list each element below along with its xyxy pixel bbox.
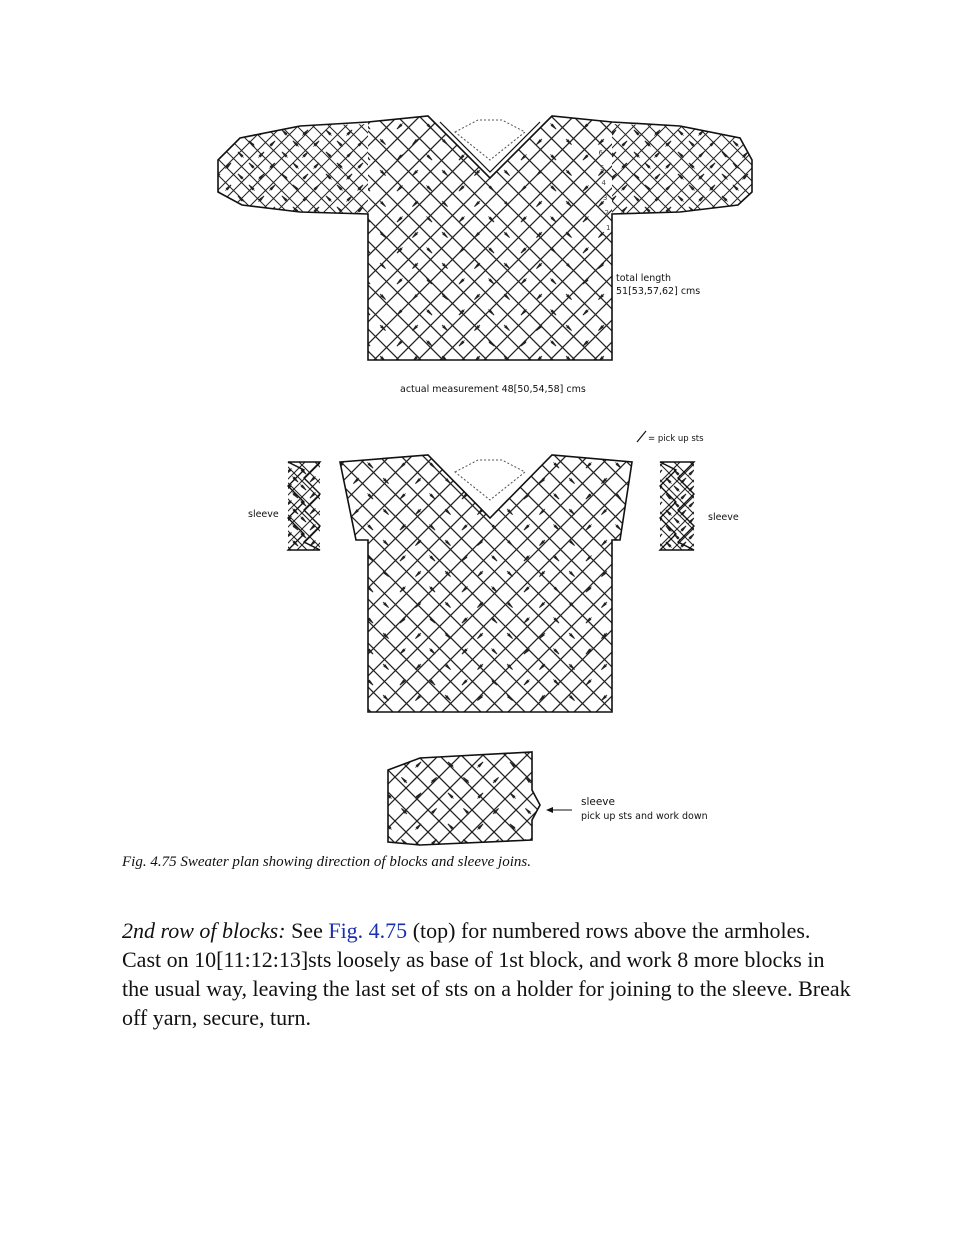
heading-paragraph bbox=[122, 916, 852, 945]
row-number-6: 6 bbox=[598, 149, 603, 157]
pick-up-legend-icon bbox=[637, 431, 646, 442]
instruction-paragraph: Cast on 10[11:12:13]sts loosely as base of 1st block, and work 8 more blocks in the usual way, leaving the last set of sts on a holder for joining to the sleeve. Break off yarn, secure, turn. bbox=[122, 947, 851, 1030]
sleeve-right-label: sleeve bbox=[708, 512, 739, 523]
grid-c-bot bbox=[278, 748, 732, 850]
bottom-sleeve-instruction: pick up sts and work down bbox=[581, 811, 708, 822]
arrows-c-mid bbox=[337, 462, 622, 702]
bottom-sleeve-label: sleeve bbox=[581, 796, 615, 808]
see-text: See bbox=[285, 918, 329, 943]
sleeve-left-label: sleeve bbox=[248, 509, 279, 520]
figure-caption: Fig. 4.75 Sweater plan showing direction of blocks and sleeve joins. bbox=[122, 854, 531, 870]
fig-ref-link[interactable]: Fig. 4.75 bbox=[328, 918, 408, 943]
total-length-value: 51[53,57,62] cms bbox=[616, 286, 701, 297]
grid-c-top bbox=[105, 110, 970, 365]
actual-measurement-label: actual measurement 48[50,54,58] cms bbox=[400, 384, 586, 395]
row-number-5: 5 bbox=[600, 164, 605, 172]
heading-italic: 2nd row of blocks: bbox=[122, 918, 286, 943]
grid-c-mr bbox=[555, 455, 895, 555]
body-text bbox=[122, 916, 852, 1032]
grid-c-ml bbox=[180, 455, 520, 555]
row-number-1: 1 bbox=[606, 224, 611, 232]
row-number-3: 3 bbox=[603, 194, 608, 202]
row-number-4: 4 bbox=[601, 179, 606, 187]
total-length-label: total length bbox=[616, 273, 672, 284]
sleeve-arrow-icon bbox=[546, 807, 553, 813]
pick-up-legend-label: = pick up sts bbox=[648, 434, 704, 444]
row-number-2: 2 bbox=[604, 209, 609, 217]
knit-block-grids bbox=[65, 110, 970, 850]
heading-rest: (top) for numbered rows above the armholes. bbox=[407, 918, 811, 943]
